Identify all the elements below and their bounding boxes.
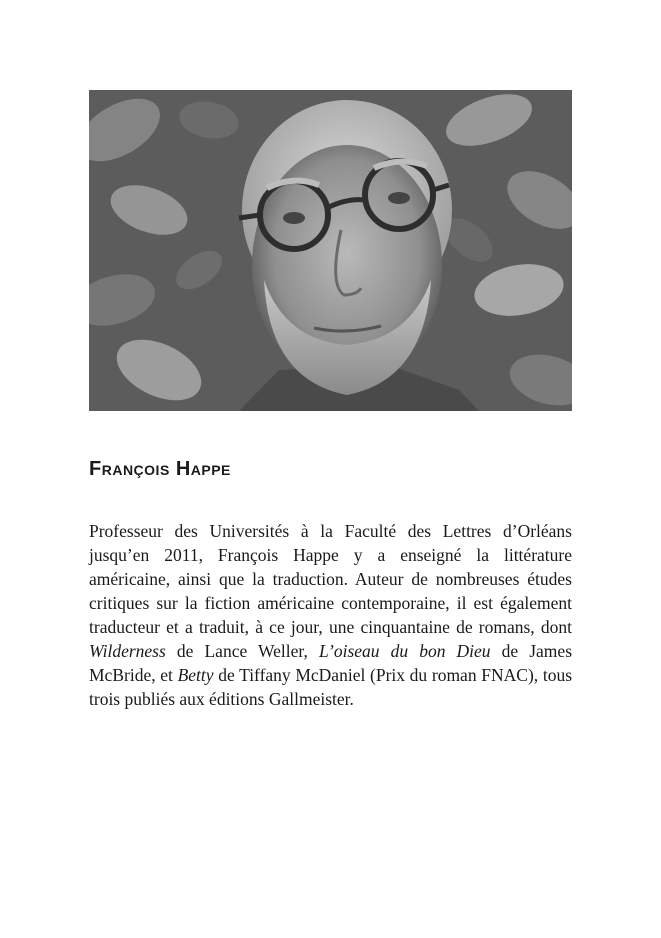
- book-title-oiseau: L’oiseau du bon Dieu: [318, 641, 491, 661]
- bio-text-2: de Lance Weller,: [165, 641, 319, 661]
- author-name-heading: François Happe: [89, 458, 231, 480]
- bio-text-3: de James McBride, et: [89, 641, 572, 685]
- book-title-betty: Betty: [177, 665, 214, 685]
- author-portrait-photo: [89, 90, 572, 411]
- author-biography: [89, 519, 572, 711]
- book-title-wilderness: Wilderness: [89, 641, 166, 661]
- bio-text-1: Professeur des Universités à la Faculté des Lettres d’Orléans jusqu’en 2011, François Happe y a enseigné la littérature américaine, ainsi que la traduction. Auteur de nombreuses études critiques sur la fiction américaine contemporaine, il est également traducteur et a traduit, à ce jour, une cinquantaine de romans, dont: [89, 521, 572, 637]
- bio-text-4: de Tiffany McDaniel (Prix du roman FNAC), tous trois publiés aux éditions Gallmeister.: [89, 665, 573, 709]
